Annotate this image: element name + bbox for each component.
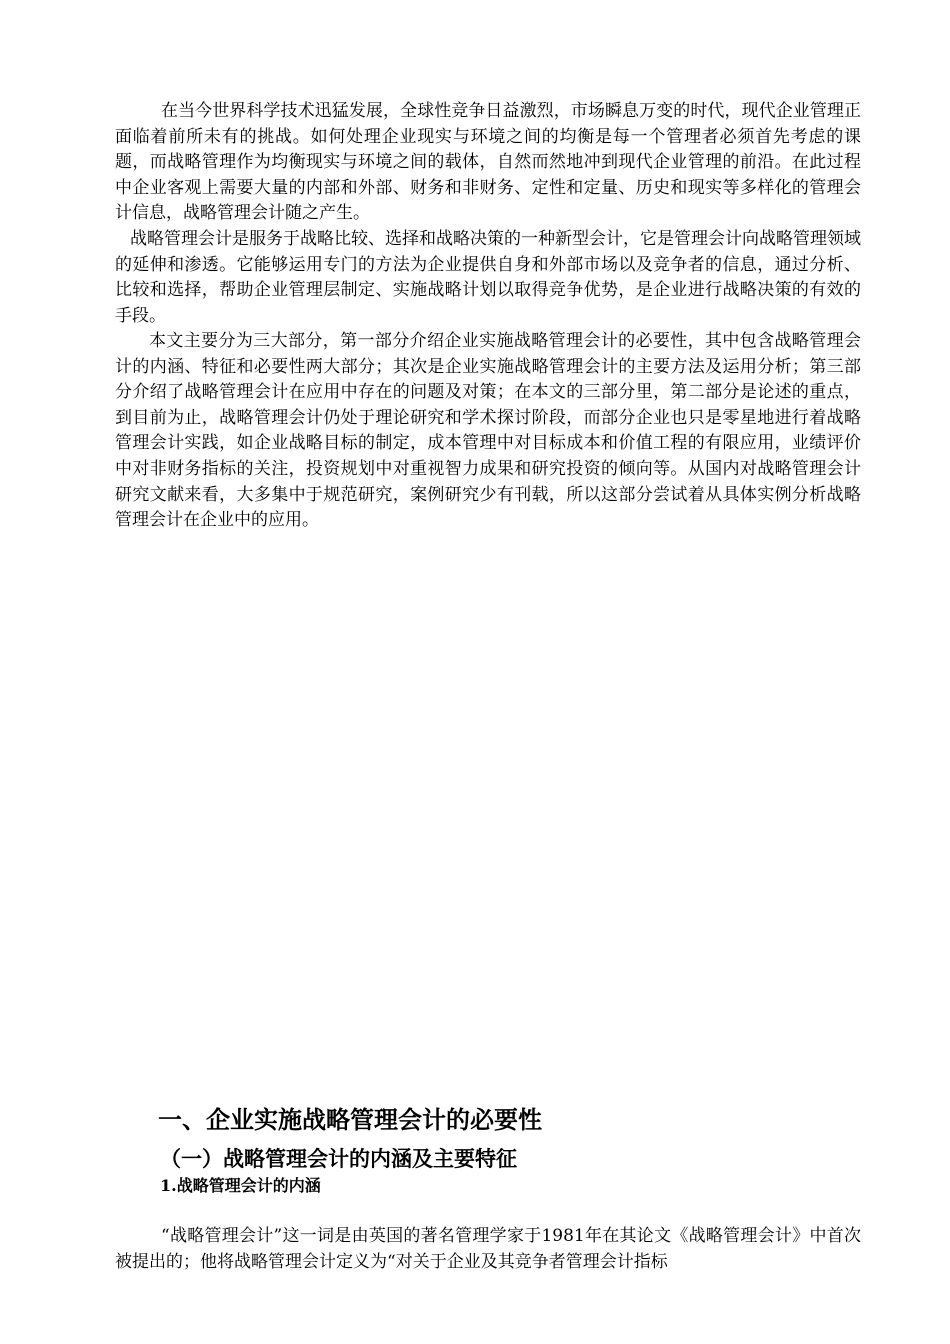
intro-paragraph-1: 在当今世界科学技术迅猛发展，全球性竞争日益激烈，市场瞬息万变的时代，现代企业管理正面临着前所未有的挑战。如何处理企业现实与环境之间的均衡是每一个管理者必须首先考虑的课题，而战略管理作为均衡现实与环境之间的载体，自然而然地冲到现代企业管理的前沿。在此过程中企业客观上需要大量的内部和外部、财务和非财务、定性和定量、历史和现实等多样化的管理会计信息，战略管理会计随之产生。 [115, 101, 861, 224]
section-paragraph: “战略管理会计”这一词是由英国的著名管理学家于1981年在其论文《战略管理会计》中首次被提出的；他将战略管理会计定义为“对关于企业及其竞争者管理会计指标 [115, 1226, 861, 1272]
intro-paragraph-3: 本文主要分为三大部分，第一部分介绍企业实施战略管理会计的必要性，其中包含战略管理会计的内涵、特征和必要性两大部分；其次是企业实施战略管理会计的主要方法及运用分析；第三部分介绍了战略管理会计在应用中存在的问题及对策；在本文的三部分里，第二部分是论述的重点，到目前为止，战略管理会计仍处于理论研究和学术探讨阶段，而部分企业也只是零星地进行着战略管理会计实践，如企业战略目标的制定，成本管理中对目标成本和价值工程的有限应用，业绩评价中对非财务指标的关注，投资规划中对重视智力成果和研究投资的倾向等。从国内对战略管理会计研究文献来看，大多集中于规范研究，案例研究少有刊载，所以这部分尝试着从具体实例分析战略管理会计在企业中的应用。 [115, 331, 861, 531]
subsection-heading: （一）战略管理会计的内涵及主要特征 [160, 1146, 517, 1171]
intro-paragraph-2: 战略管理会计是服务于战略比较、选择和战略决策的一种新型会计，它是管理会计向战略管理领域的延伸和渗透。它能够运用专门的方法为企业提供自身和外部市场以及竞争者的信息，通过分析、比较和选择，帮助企业管理层制定、实施战略计划以取得竞争优势，是企业进行战略决策的有效的手段。 [115, 229, 861, 326]
subsubsection-heading: 1.战略管理会计的内涵 [160, 1176, 321, 1195]
section-heading: 一、企业实施战略管理会计的必要性 [158, 1105, 542, 1134]
